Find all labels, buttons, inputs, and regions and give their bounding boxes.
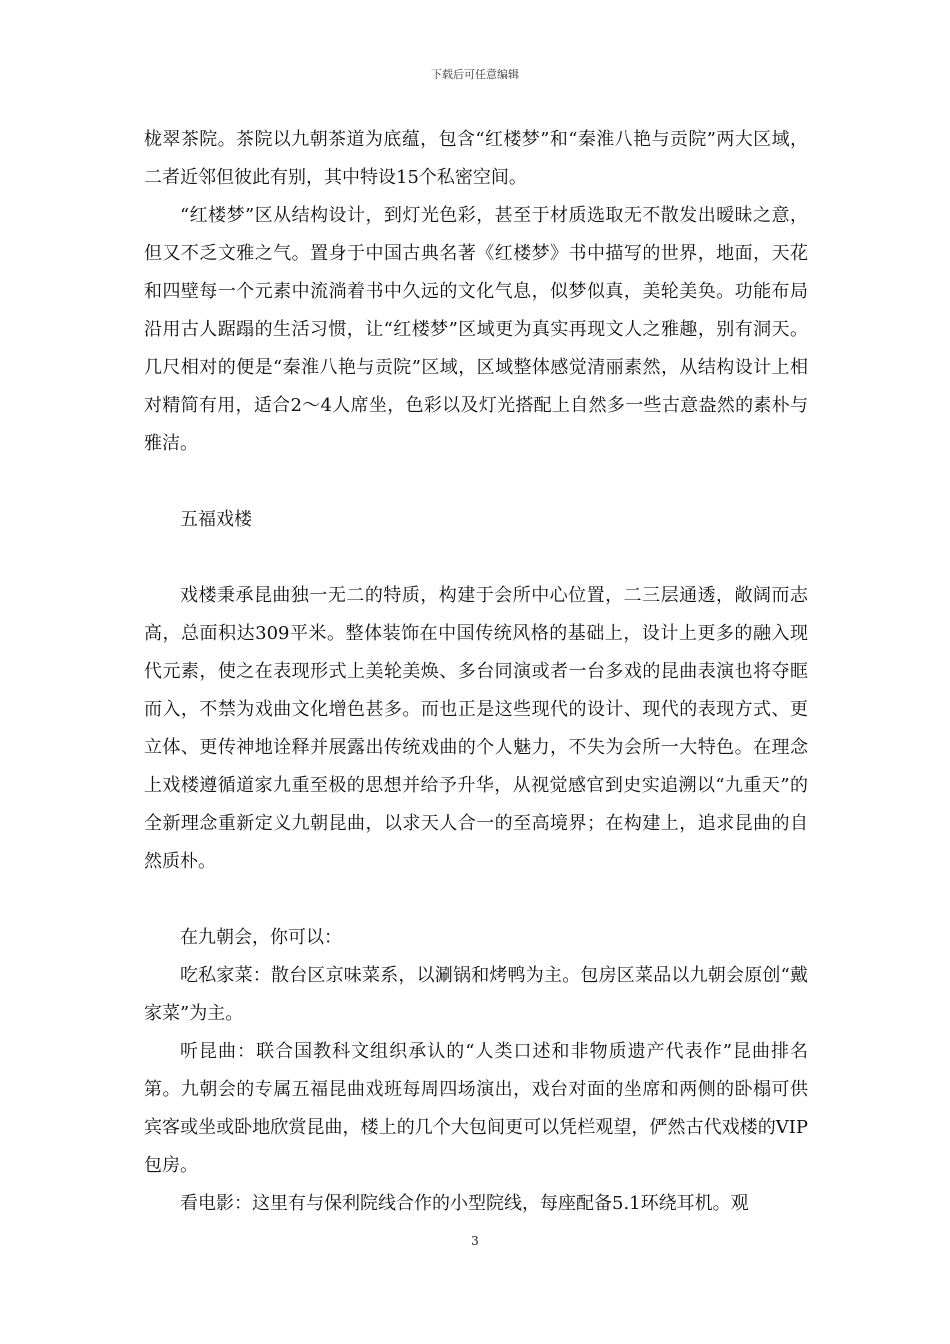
paragraph-private-cuisine: 吃私家菜：散台区京味菜系，以涮锅和烤鸭为主。包房区菜品以九朝会原创“戴家菜”为主。 (144, 965, 808, 1024)
paragraph-red-mansion-area: “红楼梦”区从结构设计，到灯光色彩，甚至于材质选取无不散发出暧昧之意，但又不乏文雅之气。置身于中国古典名著《红楼梦》书中描写的世界，地面，天花和四壁每一个元素中流淌着书中久远的文化气息，似梦似真，美轮美奂。功能布局沿用古人踞蹋的生活习惯，让“红楼梦”区域更为真实再现文人之雅趣，别有洞天。几尺相对的便是“秦淮八艳与贡院”区域，区域整体感觉清丽素然，从结构设计上相对精简有用，适合2～4人席坐，色彩以及灯光搭配上自然多一些古意盎然的素朴与雅洁。 (144, 205, 808, 454)
page-header: 下载后可任意编辑 (431, 68, 519, 81)
page-number: 3 (471, 1234, 479, 1248)
paragraph-you-can: 在九朝会，你可以： (180, 927, 342, 948)
paragraph-tea-house-intro: 栊翠茶院。茶院以九朝茶道为底蕴，包含“红楼梦”和“秦淮八艳与贡院”两大区域，二者近邻但彼此有别，其中特设15个私密空间。 (144, 129, 808, 188)
paragraph-watch-movies: 看电影：这里有与保利院线合作的小型院线，每座配备5.1环绕耳机。观 (180, 1193, 749, 1214)
section-heading-opera-house: 五福戏楼 (180, 509, 252, 530)
document-body (144, 121, 808, 1223)
paragraph-opera-house: 戏楼秉承昆曲独一无二的特质，构建于会所中心位置，二三层通透，敞阔而志高，总面积达309平米。整体装饰在中国传统风格的基础上，设计上更多的融入现代元素，使之在表现形式上美轮美焕、多台同演或者一台多戏的昆曲表演也将夺眶而入，不禁为戏曲文化增色甚多。而也正是这些现代的设计、现代的表现方式、更立体、更传神地诠释并展露出传统戏曲的个人魅力，不失为会所一大特色。在理念上戏楼遵循道家九重至极的思想并给予升华，从视觉感官到史实追溯以“九重天”的全新理念重新定义九朝昆曲，以求天人合一的至高境界；在构建上，追求昆曲的自然质朴。 (144, 585, 808, 872)
paragraph-kunqu-opera: 听昆曲：联合国教科文组织承认的“人类口述和非物质遗产代表作”昆曲排名第。九朝会的专属五福昆曲戏班每周四场演出，戏台对面的坐席和两侧的卧榻可供宾客或坐或卧地欣赏昆曲，楼上的几个大包间更可以凭栏观望，俨然古代戏楼的VIP包房。 (144, 1041, 808, 1176)
